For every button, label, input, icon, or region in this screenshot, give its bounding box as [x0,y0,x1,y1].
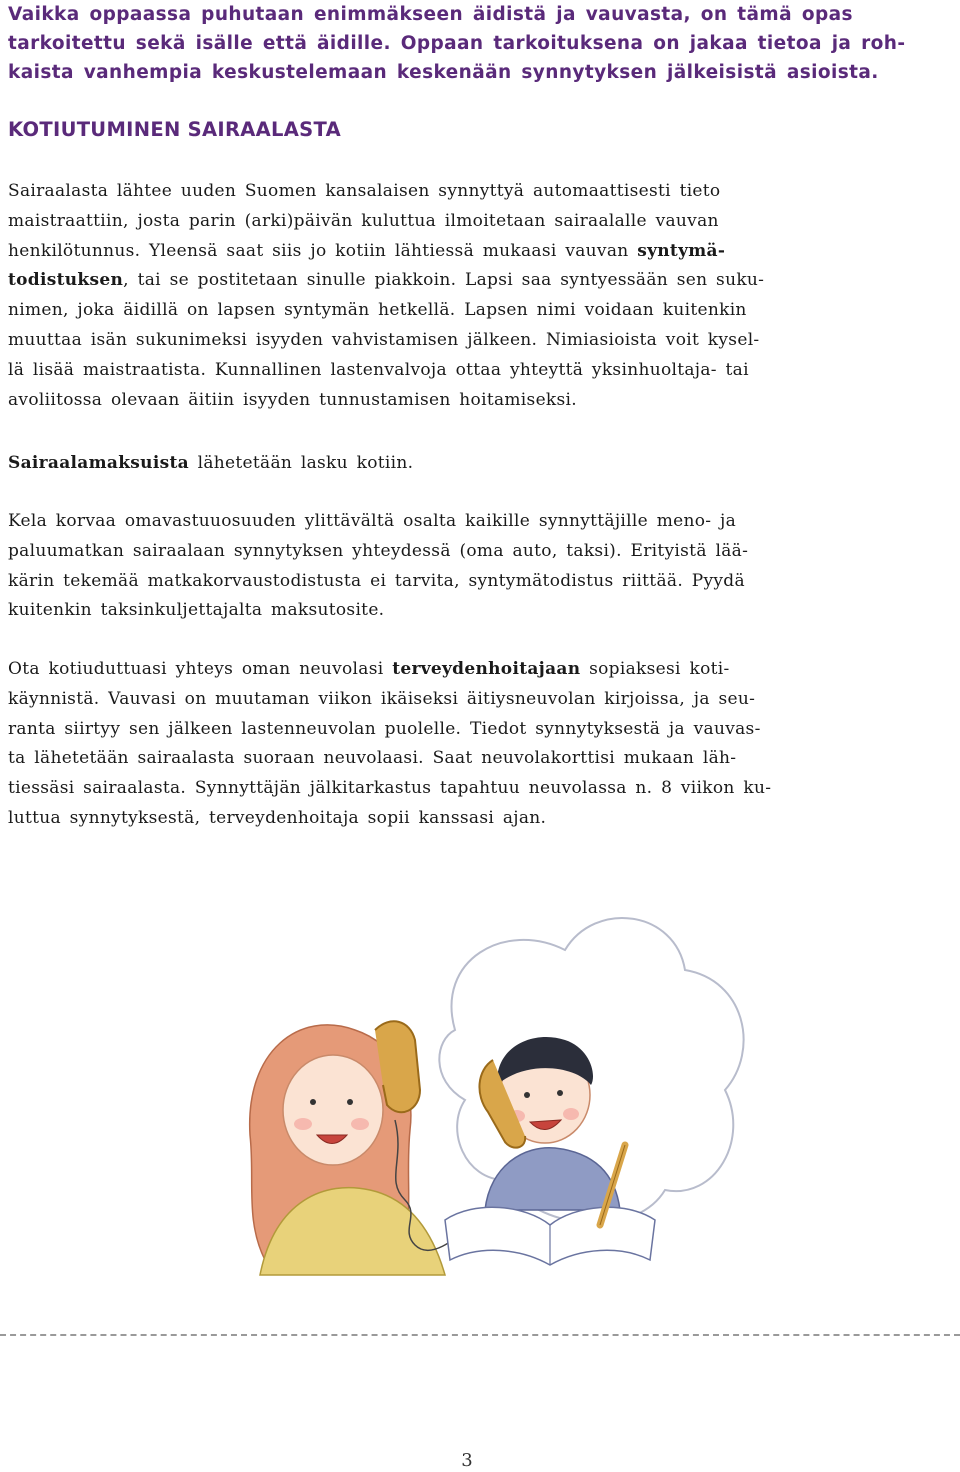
text-span: , tai se postitetaan sinulle piakkoin. Lapsi saa syntyessään sen suku- [123,270,765,291]
text-span: henkilötunnus. Yleensä saat siis jo kotiin lähtiessä mukaasi vauvan [8,240,629,261]
bold-term: terveydenhoitajaan [392,659,581,679]
text-line: kärin tekemää matkakorvaustodistusta ei tarvita, syntymätodistus riittää. Pyydä [8,570,745,591]
text-line: maistraattiin, josta parin (arki)päivän kuluttua ilmoitetaan sairaalalle vauvan [8,210,719,231]
bold-term: todistuksen [8,270,124,291]
text-line: paluumatkan sairaalaan synnytyksen yhteydessä (oma auto, taksi). Erityistä lää- [8,540,749,561]
paragraph-hospital-fees [8,449,948,479]
dashed-divider [0,1334,960,1336]
intro-line: kaista vanhempia keskustelemaan keskenään synnytyksen jälkeisistä asioista. [8,62,879,83]
text-span: lähetetään lasku kotiin. [188,453,414,473]
intro-line: tarkoitettu sekä isälle että äidille. Oppaan tarkoituksena on jakaa tietoa ja roh- [8,33,906,54]
text-span: Ota kotiuduttuasi yhteys oman neuvolasi [8,659,384,679]
text-line: kuitenkin taksinkuljettajalta maksutosite. [8,600,385,621]
page-number: 3 [461,1450,473,1471]
intro-line: Vaikka oppaassa puhutaan enimmäkseen äidistä ja vauvasta, on tämä opas [8,4,853,25]
paragraph-kela [8,507,948,626]
text-line: Kela korvaa omavastuuosuuden ylittävältä osalta kaikille synnyttäjille meno- ja [8,511,737,531]
text-span: sopiaksesi koti- [580,659,730,679]
bold-term: syntymä- [637,240,726,261]
text-line: avoliitossa olevaan äitiin isyyden tunnustamisen hoitamiseksi. [8,389,577,410]
text-line [8,449,948,479]
woman-face [283,1055,383,1165]
text-line [8,237,948,267]
text-line: nimen, joka äidillä on lapsen syntymän hetkellä. Lapsen nimi voidaan kuitenkin [8,300,747,321]
text-line: muuttaa isän sukunimeksi isyyden vahvistamisen jälkeen. Nimiasioista voit kysel- [8,329,760,350]
text-line: lä lisää maistraatista. Kunnallinen lastenvalvoja ottaa yhteyttä yksinhuoltaja- tai [8,359,749,380]
intro-text [8,0,948,87]
section-heading: KOTIUTUMINEN SAIRAALASTA [8,118,341,141]
paragraph-clinic [8,655,948,834]
text-line [8,266,948,296]
phone-call-illustration [205,880,765,1280]
bold-term: Sairaalamaksuista [8,453,189,473]
text-line: tiessäsi sairaalasta. Synnyttäjän jälkitarkastus tapahtuu neuvolassa n. 8 viikon ku- [8,778,772,799]
text-line: käynnistä. Vauvasi on muutaman viikon ikäiseksi äitiysneuvolan kirjoissa, ja seu- [8,688,756,709]
text-line: luttua synnytyksestä, terveydenhoitaja sopii kanssasi ajan. [8,807,547,828]
text-line: ta lähetetään sairaalasta suoraan neuvolaasi. Saat neuvolakorttisi mukaan läh- [8,748,737,769]
man-body [485,1148,620,1210]
text-line: ranta siirtyy sen jälkeen lastenneuvolan puolelle. Tiedot synnytyksestä ja vauvas- [8,718,761,739]
text-line [8,655,948,685]
text-line: Sairaalasta lähtee uuden Suomen kansalaisen synnyttyä automaattisesti tieto [8,181,721,201]
paragraph-hospital-discharge [8,177,948,415]
